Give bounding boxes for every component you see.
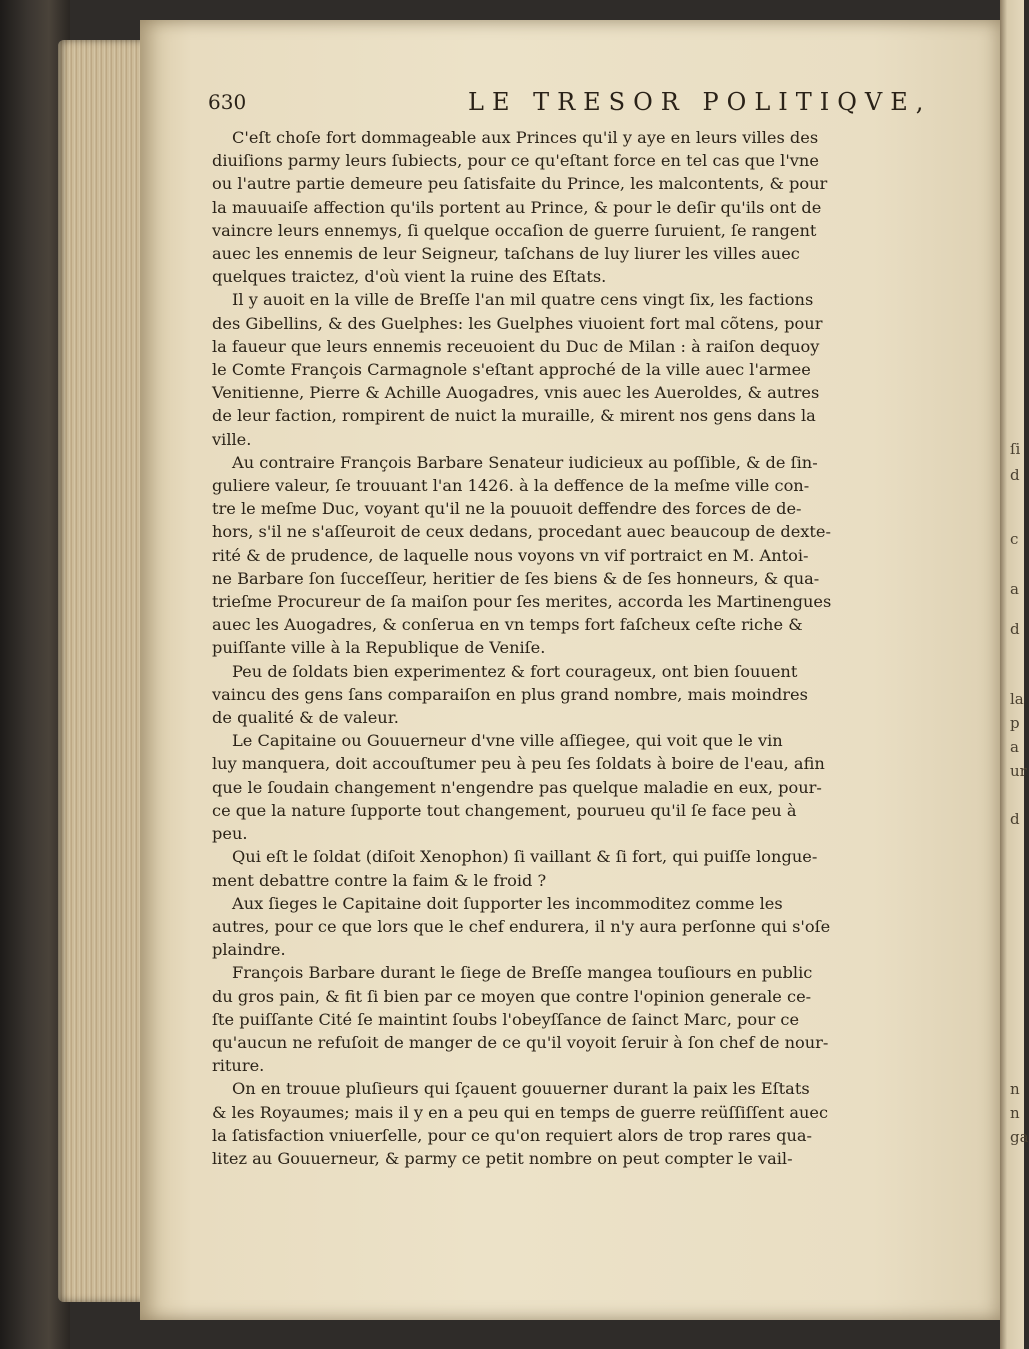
text-line: des Gibellins, & des Guelphes: les Guelphes viuoient fort mal cõtens, pour bbox=[212, 313, 823, 333]
text-line: le Comte François Carmagnole s'eſtant approché de la ville auec l'armee bbox=[212, 360, 811, 380]
text-line: ſte puiſſante Cité ſe maintint ſoubs l'obeyſſance de ſainct Marc, pour ce bbox=[212, 1009, 800, 1029]
adjacent-fragment: p bbox=[1010, 714, 1020, 732]
text-line: auec les ennemis de leur Seigneur, taſchans de luy liurer les villes auec bbox=[212, 244, 800, 264]
text-line: François Barbare durant le ſiege de Breſſe mangea touſiours en public bbox=[232, 963, 813, 983]
paragraph bbox=[212, 1077, 954, 1170]
text-line: ou l'autre partie demeure peu ſatisfaite du Prince, les malcontents, & pour bbox=[212, 174, 828, 194]
page-number: 630 bbox=[208, 90, 247, 114]
text-line: litez au Gouuerneur, & parmy ce petit nombre on peut compter le vail- bbox=[212, 1148, 793, 1168]
text-line: ce que la nature ſupporte tout changement, pourueu qu'il ſe face peu à bbox=[212, 800, 797, 820]
text-line: ne Barbare ſon ſucceſſeur, heritier de ſes biens & de ſes honneurs, & qua- bbox=[212, 568, 820, 588]
paragraph bbox=[212, 961, 954, 1077]
text-line: peu. bbox=[212, 824, 248, 844]
text-line: trieſme Procureur de ſa maiſon pour ſes merites, accorda les Martinengues bbox=[212, 592, 832, 612]
text-line: la ſatisfaction vniuerſelle, pour ce qu'on requiert alors de trop rares qua- bbox=[212, 1125, 813, 1145]
adjacent-fragment: c bbox=[1010, 530, 1019, 548]
paragraph bbox=[212, 729, 954, 845]
running-head bbox=[208, 88, 948, 124]
text-line: quelques traictez, d'où vient la ruine des Eſtats. bbox=[212, 267, 607, 287]
adjacent-fragment: la bbox=[1010, 690, 1024, 708]
text-line: Au contraire François Barbare Senateur iudicieux au poſſible, & de ſin- bbox=[232, 452, 818, 472]
adjacent-fragment: a bbox=[1010, 580, 1019, 598]
text-line: la faueur que leurs ennemis receuoient du Duc de Milan : à raiſon dequoy bbox=[212, 336, 820, 356]
text-line: qu'aucun ne refuſoit de manger de ce qu'il voyoit ſeruir à ſon chef de nour- bbox=[212, 1032, 829, 1052]
text-line: la mauuaiſe affection qu'ils portent au Prince, & pour le deſir qu'ils ont de bbox=[212, 197, 822, 217]
text-line: ville. bbox=[212, 429, 252, 449]
text-line: luy manquera, doit accouſtumer peu à peu ſes ſoldats à boire de l'eau, afin bbox=[212, 754, 825, 774]
text-line: puiſſante ville à la Republique de Veniſe. bbox=[212, 638, 546, 658]
adjacent-fragment: n bbox=[1010, 1104, 1020, 1122]
paragraph bbox=[212, 660, 954, 730]
running-title: LE TRESOR POLITIQVE, bbox=[468, 88, 932, 116]
text-line: Aux ſieges le Capitaine doit ſupporter les incommoditez comme les bbox=[232, 893, 783, 913]
adjacent-fragment: ſi bbox=[1010, 440, 1021, 458]
adjacent-fragment: n bbox=[1010, 1080, 1020, 1098]
text-line: ment debattre contre la faim & le froid ? bbox=[212, 870, 547, 890]
paragraph bbox=[212, 892, 954, 962]
text-line: tre le meſme Duc, voyant qu'il ne la pouuoit deffendre des forces de de- bbox=[212, 499, 802, 519]
text-line: autres, pour ce que lors que le chef endurera, il n'y aura perſonne qui s'oſe bbox=[212, 916, 831, 936]
text-line: Qui eſt le ſoldat (diſoit Xenophon) ſi vaillant & ſi fort, qui puiſſe longue- bbox=[232, 847, 818, 867]
adjacent-fragment: ur bbox=[1010, 762, 1027, 780]
text-line: plaindre. bbox=[212, 940, 286, 960]
adjacent-fragment: d bbox=[1010, 466, 1020, 484]
adjacent-fragment: a bbox=[1010, 738, 1019, 756]
adjacent-page-edge bbox=[1000, 0, 1029, 1349]
body-text bbox=[212, 126, 954, 1166]
text-line: que le ſoudain changement n'engendre pas quelque maladie en eux, pour- bbox=[212, 777, 822, 797]
text-line: hors, s'il ne s'aſſeuroit de ceux dedans, procedant auec beaucoup de dexte- bbox=[212, 522, 831, 542]
text-line: On en trouue pluſieurs qui ſçauent gouuerner durant la paix les Eſtats bbox=[232, 1079, 810, 1099]
adjacent-fragment: d bbox=[1010, 810, 1020, 828]
text-line: Il y auoit en la ville de Breſſe l'an mil quatre cens vingt ſix, les factions bbox=[232, 290, 814, 310]
text-line: de qualité & de valeur. bbox=[212, 708, 399, 728]
page-edges bbox=[58, 40, 148, 1302]
text-line: & les Royaumes; mais il y en a peu qui en temps de guerre reüſſiſſent auec bbox=[212, 1102, 829, 1122]
text-line: Peu de ſoldats bien experimentez & fort courageux, ont bien ſouuent bbox=[232, 661, 798, 681]
paragraph bbox=[212, 126, 954, 288]
adjacent-fragment: d bbox=[1010, 620, 1020, 638]
text-line: de leur faction, rompirent de nuict la muraille, & mirent nos gens dans la bbox=[212, 406, 816, 426]
paragraph bbox=[212, 451, 954, 660]
text-line: guliere valeur, ſe trouuant l'an 1426. à la deffence de la meſme ville con- bbox=[212, 476, 810, 496]
text-line: riture. bbox=[212, 1056, 265, 1076]
text-line: du gros pain, & fit ſi bien par ce moyen que contre l'opinion generale ce- bbox=[212, 986, 812, 1006]
paragraph bbox=[212, 845, 954, 891]
text-line: Le Capitaine ou Gouuerneur d'vne ville aſſiegee, qui voit que le vin bbox=[232, 731, 783, 751]
adjacent-fragment: ga bbox=[1010, 1128, 1029, 1146]
text-line: C'eſt choſe fort dommageable aux Princes qu'il y aye en leurs villes des bbox=[232, 128, 819, 147]
text-line: rité & de prudence, de laquelle nous voyons vn vif portraict en M. Antoi- bbox=[212, 545, 809, 565]
text-line: vaincu des gens ſans comparaiſon en plus grand nombre, mais moindres bbox=[212, 684, 808, 704]
text-line: diuiſions parmy leurs ſubiects, pour ce qu'eſtant force en tel cas que l'vne bbox=[212, 151, 819, 171]
text-line: Venitienne, Pierre & Achille Auogadres, vnis auec les Aueroldes, & autres bbox=[212, 383, 820, 403]
paragraph bbox=[212, 288, 954, 450]
text-line: vaincre leurs ennemys, ſi quelque occaſion de guerre ſuruient, ſe rangent bbox=[212, 220, 817, 240]
text-line: auec les Auogadres, & conſerua en vn temps fort faſcheux ceſte riche & bbox=[212, 615, 803, 635]
